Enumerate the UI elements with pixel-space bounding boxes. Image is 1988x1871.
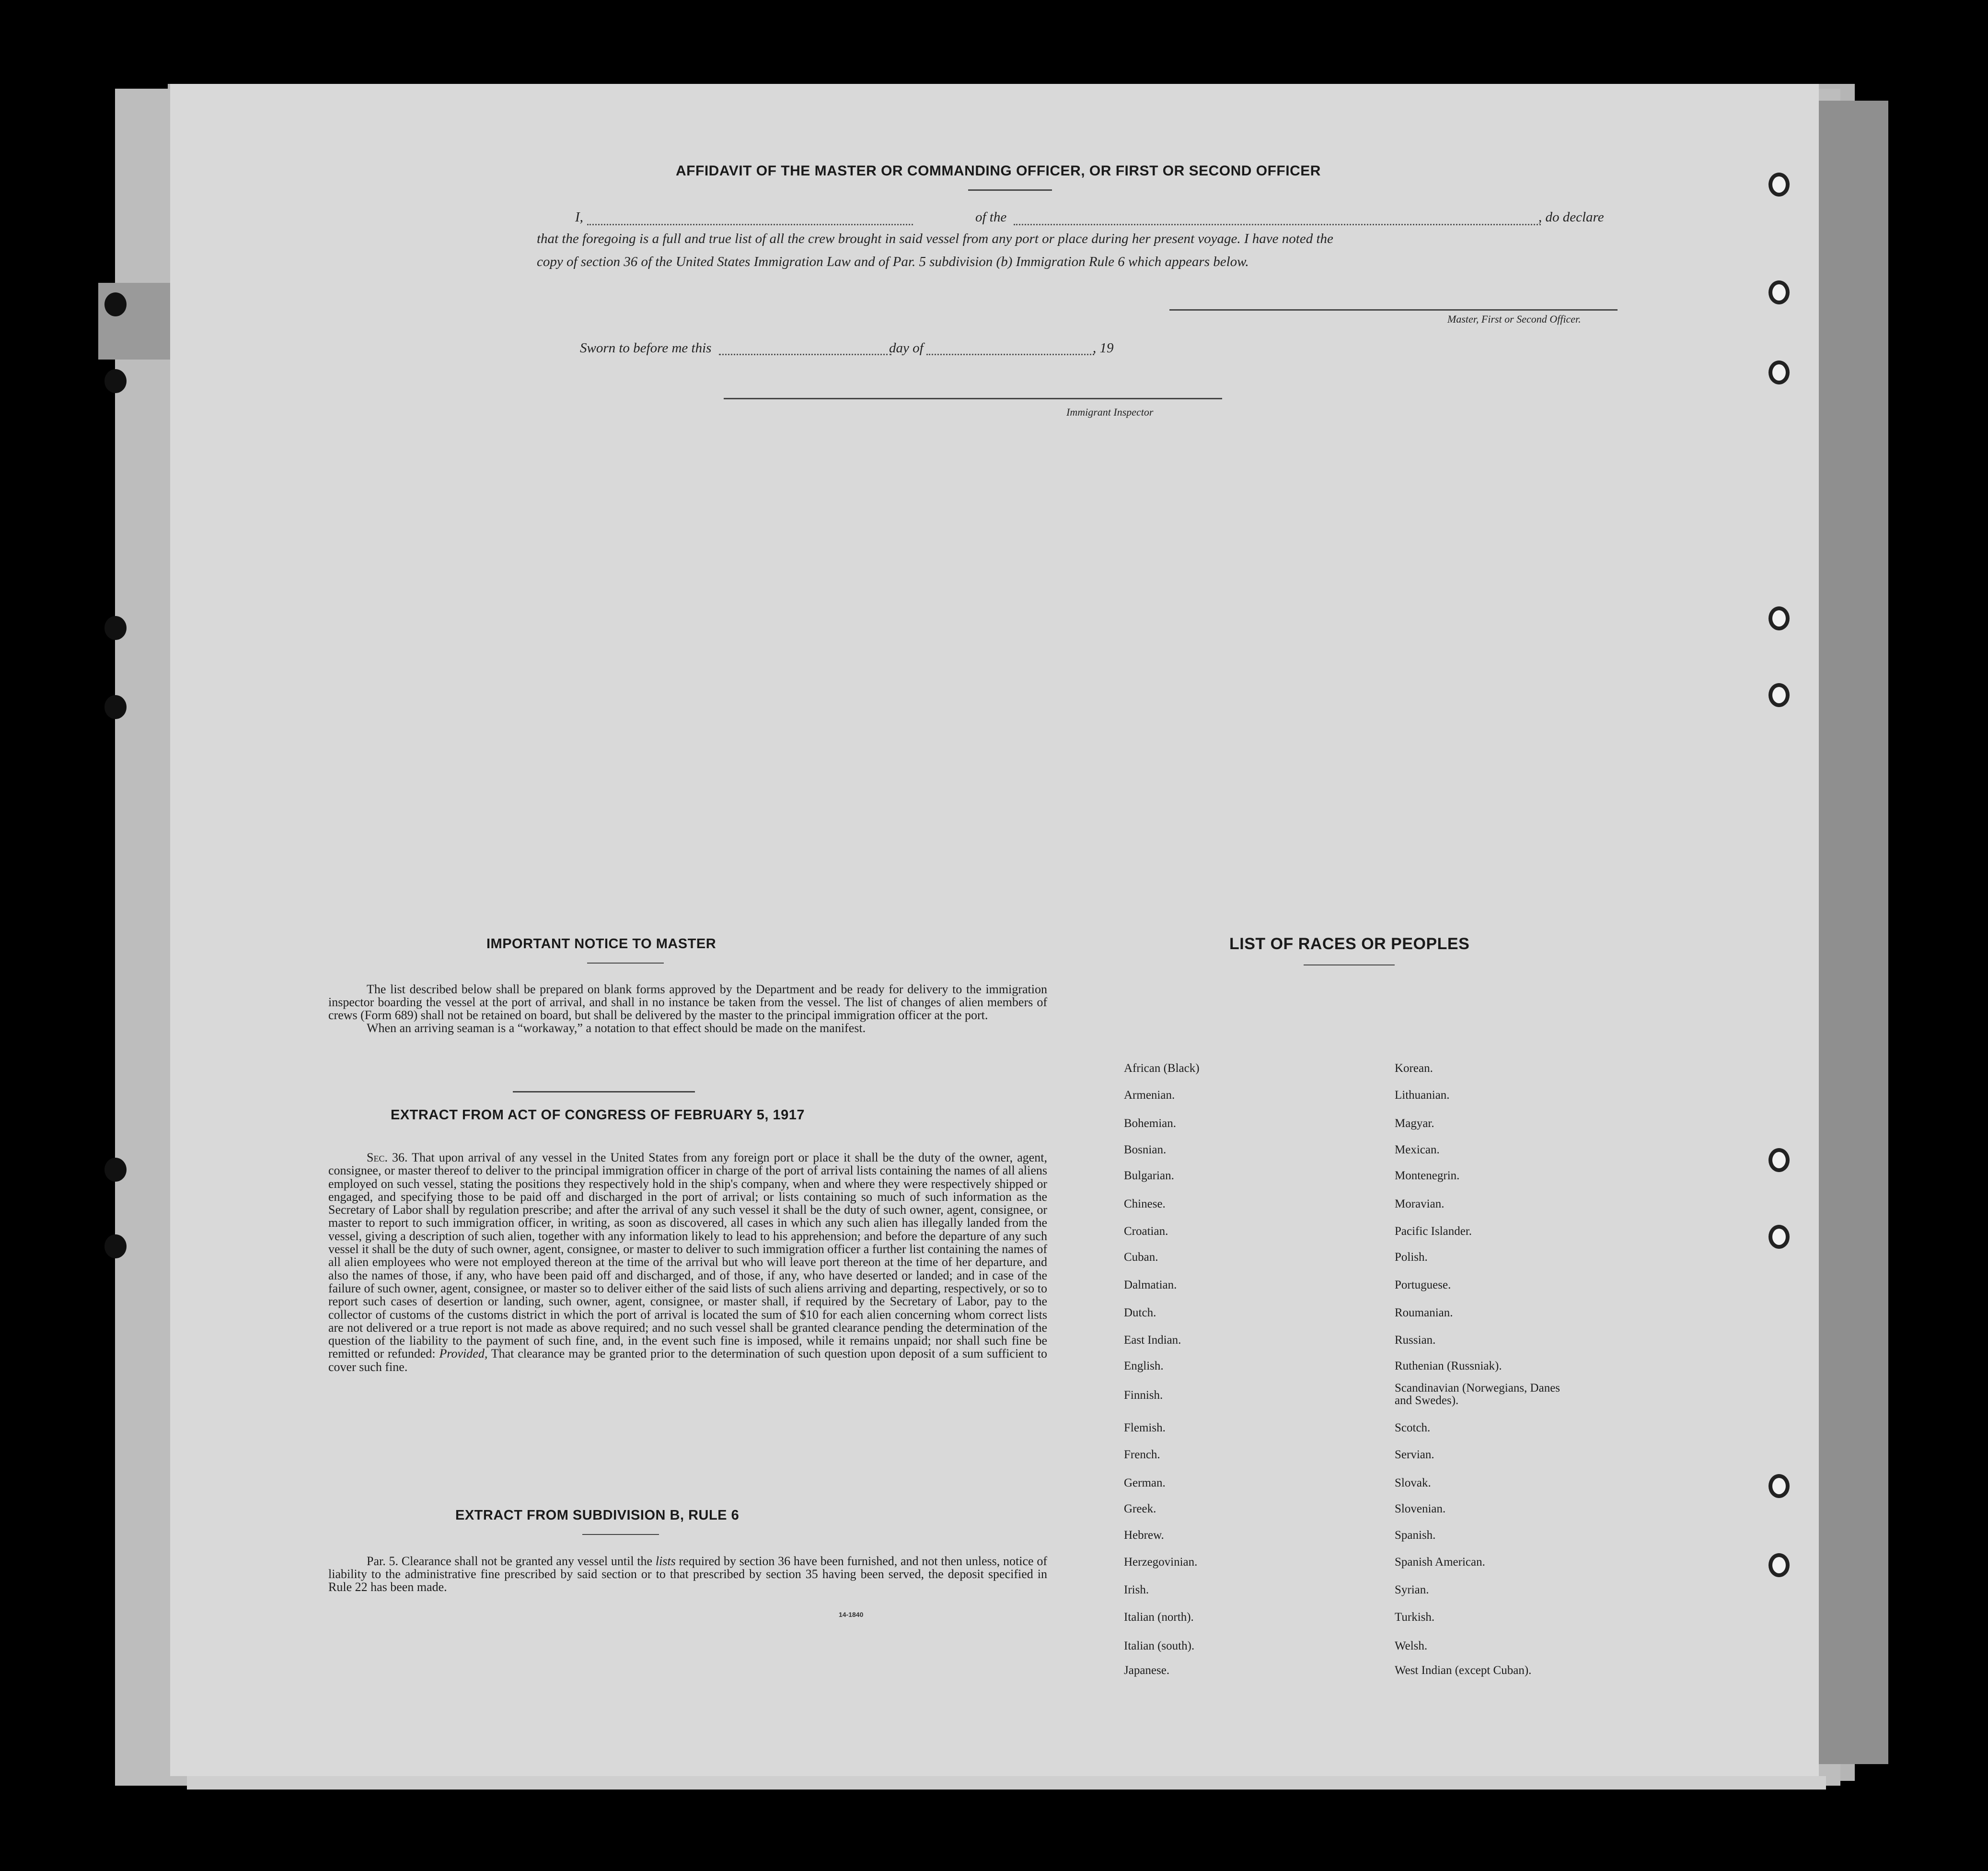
lists-word: lists [655, 1554, 676, 1568]
race-item: Dutch. [1124, 1306, 1156, 1319]
race-item: Chinese. [1124, 1197, 1166, 1210]
sworn-day-of: day of [889, 340, 924, 356]
binder-hole [1768, 173, 1790, 197]
race-item: Montenegrin. [1395, 1169, 1460, 1182]
notice-body [328, 983, 1047, 1034]
affidavit-line-3: copy of section 36 of the United States Immigration Law and of Par. 5 subdivision (b) Immigration Rule 6 which appears below. [537, 254, 1249, 269]
race-item: Greek. [1124, 1502, 1156, 1515]
manifest-page [170, 84, 1819, 1776]
binder-hole [1768, 683, 1790, 707]
binder-hole [104, 695, 127, 719]
affidavit-i: I, [575, 209, 583, 225]
race-item: Herzegovinian. [1124, 1556, 1198, 1569]
race-item: Servian. [1395, 1448, 1434, 1461]
binder-hole [1768, 1225, 1790, 1249]
race-item: Spanish. [1395, 1529, 1436, 1542]
race-item: Korean. [1395, 1062, 1433, 1075]
sworn-year: , 19 [1093, 340, 1114, 356]
inspector-signature-line[interactable] [724, 398, 1222, 399]
extract-rule-title: EXTRACT FROM SUBDIVISION B, RULE 6 [455, 1508, 740, 1523]
rule-underline [582, 1534, 659, 1535]
binder-hole [104, 1158, 127, 1182]
race-item: African (Black) [1124, 1062, 1200, 1075]
section-divider [513, 1091, 695, 1092]
name-field-line[interactable] [587, 224, 913, 225]
sworn-day-line[interactable] [719, 354, 891, 355]
extract-act-body [328, 1151, 1047, 1373]
binder-hole [1768, 280, 1790, 304]
race-item: Italian (south). [1124, 1639, 1195, 1652]
race-item: Bulgarian. [1124, 1169, 1174, 1182]
race-item: Lithuanian. [1395, 1089, 1450, 1102]
binder-hole [104, 369, 127, 393]
affidavit-title: AFFIDAVIT OF THE MASTER OR COMMANDING OFFICER, OR FIRST OR SECOND OFFICER [676, 163, 1321, 179]
race-item: Turkish. [1395, 1611, 1435, 1624]
race-item: Finnish. [1124, 1389, 1163, 1402]
notice-paragraph-1: The list described below shall be prepared on blank forms approved by the Department and be ready for delivery to the immigration inspector boarding the vessel at the port of arrival, and shall in no instance be taken from the vessel. The list of changes of alien members of crews (Form 689) shall not be retained on board, but shall be delivered by the master to the principal immigration officer at the port. [328, 982, 1047, 1022]
signature-line[interactable] [1169, 309, 1618, 311]
affidavit-declare: , do declare [1538, 209, 1604, 225]
binder-hole [104, 1234, 127, 1258]
sec-label: Sec. 36. [367, 1150, 408, 1164]
race-item: Japanese. [1124, 1664, 1170, 1677]
race-item: Pacific Islander. [1395, 1225, 1472, 1238]
race-item: German. [1124, 1476, 1166, 1489]
affidavit-line-2: that the foregoing is a full and true list of all the crew brought in said vessel from any port or place during her present voyage. I have noted the [537, 231, 1333, 246]
race-item: Irish. [1124, 1583, 1149, 1596]
race-item: Bohemian. [1124, 1117, 1177, 1130]
rule-body-start: Par. 5. Clearance shall not be granted any vessel until the [367, 1554, 653, 1568]
signature-caption: Master, First or Second Officer. [1447, 313, 1581, 325]
race-item: East Indian. [1124, 1334, 1181, 1347]
race-item: English. [1124, 1360, 1164, 1372]
race-item: Roumanian. [1395, 1306, 1453, 1319]
race-item: Scandinavian (Norwegians, Danes and Swedes). [1395, 1382, 1560, 1407]
sworn-prefix: Sworn to before me this [580, 340, 712, 356]
race-item: Slovak. [1395, 1476, 1431, 1489]
form-number: 14-1840 [839, 1611, 864, 1618]
sec-body: That upon arrival of any vessel in the United States from any foreign port or place it shall be the duty of the owner, agent, consignee, or master thereof to deliver to the principal immigration officer in charge of the port of arrival lists containing the names of all aliens employed on such vessel, stating the positions they respectively hold in the ship's company, when and where they were respectively shipped or engaged, and specifying those to be paid off and discharged in the port of arrival; or lists containing so much of such information as the Secretary of Labor shall by regulation prescribe; and after the arrival of any such vessel it shall be the duty of such owner, agent, consignee, or master to report to such immigration officer, in writing, as soon as discovered, all cases in which any such alien has illegally landed from the vessel, giving a description of such alien, together with any information likely to lead to his apprehension; and before the departure of any such vessel it shall be the duty of such owner, agent, consignee, or master to deliver to such immigration officer a further list containing the names of all alien employees who were not employed thereon at the time of the arrival but who will leave port thereon at the time of her departure, and also the names of those, if any, who have been paid off and discharged, and of those, if any, who have deserted or landed; and in case of the failure of such owner, agent, consignee, or master so to deliver either of the said lists of such aliens arriving and departing, respectively, or so to report such cases of desertion or landing, such owner, agent, consignee, or master shall, if required by the Secretary of Labor, pay to the collector of customs of the customs district in which the port of arrival is located the sum of $10 for each alien concerning whom correct lists are not delivered or a true report is not made as above required; and no such vessel shall be granted clearance pending the determination of the question of the liability to the payment of such fine, and, in the event such fine is imposed, while it remains unpaid; nor shall such fine be remitted or refunded: [328, 1150, 1048, 1361]
race-item: Dalmatian. [1124, 1278, 1177, 1291]
races-title: LIST OF RACES OR PEOPLES [1229, 935, 1470, 953]
binder-hole [1768, 360, 1790, 384]
race-item: Magyar. [1395, 1117, 1434, 1130]
affidavit-of-the: of the [975, 209, 1007, 225]
race-item: Portuguese. [1395, 1278, 1451, 1291]
page-bottom-edge [187, 1776, 1826, 1790]
race-item: Welsh. [1395, 1639, 1428, 1652]
race-item: Slovenian. [1395, 1502, 1446, 1515]
race-item: Italian (north). [1124, 1611, 1194, 1624]
race-item: Russian. [1395, 1334, 1436, 1347]
race-item: Spanish American. [1395, 1556, 1485, 1569]
race-item: French. [1124, 1448, 1160, 1461]
provided-word: Provided, [439, 1347, 488, 1361]
race-item: Cuban. [1124, 1251, 1158, 1264]
notice-title: IMPORTANT NOTICE TO MASTER [486, 936, 717, 952]
binder-hole [1768, 1553, 1790, 1577]
race-item: Scotch. [1395, 1421, 1431, 1434]
race-item: Hebrew. [1124, 1529, 1164, 1542]
race-item: Polish. [1395, 1251, 1428, 1264]
race-item: Flemish. [1124, 1421, 1166, 1434]
race-item: West Indian (except Cuban). [1395, 1664, 1532, 1677]
extract-rule-body [328, 1555, 1047, 1593]
notice-paragraph-2: When an arriving seaman is a “workaway,” a notation to that effect should be made on the manifest. [367, 1021, 866, 1035]
page-stack-edge [1816, 101, 1888, 1764]
race-item: Armenian. [1124, 1089, 1175, 1102]
rule-body-end: required by section 36 have been furnished, and not then unless, notice of liability to the administrative fine prescribed by said section or to that prescribed by section 35 having been served, the deposit specified in Rule 22 has been made. [328, 1554, 1048, 1594]
race-item: Bosnian. [1124, 1143, 1167, 1156]
binder-hole [104, 616, 127, 640]
binder-hole [1768, 1148, 1790, 1172]
notice-underline [587, 963, 664, 964]
race-item: Croatian. [1124, 1225, 1168, 1238]
extract-act-title: EXTRACT FROM ACT OF CONGRESS OF FEBRUARY 5, 1917 [391, 1107, 805, 1123]
title-underline [968, 189, 1052, 191]
race-item: Moravian. [1395, 1197, 1445, 1210]
sworn-month-line[interactable] [926, 354, 1094, 355]
binder-hole [1768, 1474, 1790, 1498]
vessel-field-line[interactable] [1014, 224, 1541, 225]
race-item: Syrian. [1395, 1583, 1429, 1596]
binder-hole [104, 292, 127, 316]
race-item: Mexican. [1395, 1143, 1440, 1156]
race-item: Ruthenian (Russniak). [1395, 1360, 1502, 1372]
inspector-caption: Immigrant Inspector [1066, 406, 1154, 418]
binder-hole [1768, 606, 1790, 630]
sec-body-end: That clearance may be granted prior to the determination of such question upon deposit of a sum sufficient to cover such fine. [328, 1347, 1048, 1374]
